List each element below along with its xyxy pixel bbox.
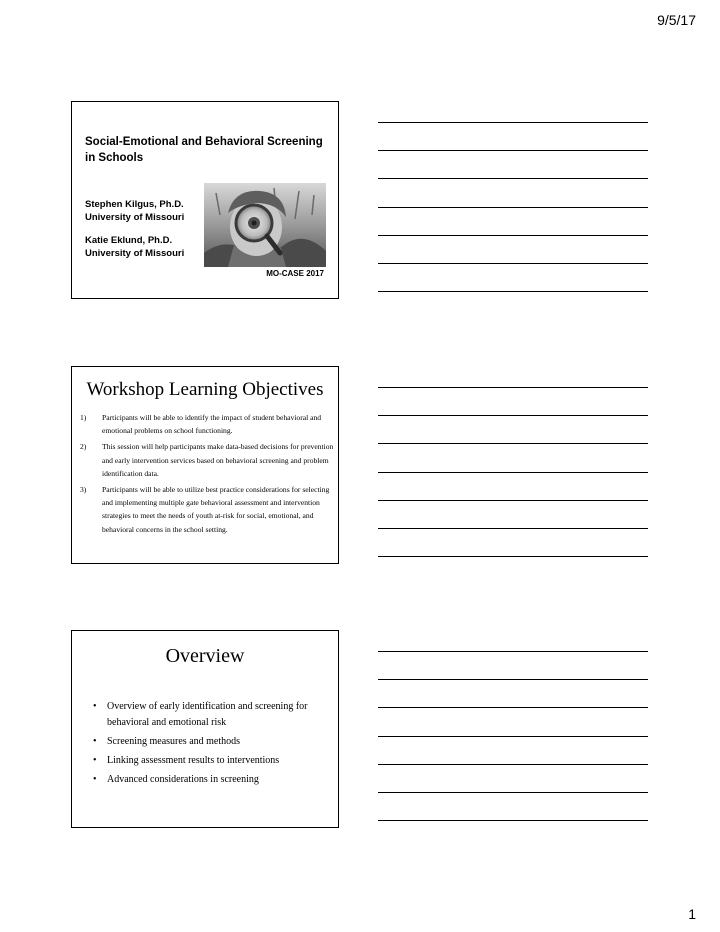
note-line: [378, 651, 648, 652]
slide-1-heading: Social-Emotional and Behavioral Screening in Schools: [85, 136, 323, 164]
note-line: [378, 443, 648, 444]
item-number: 2): [80, 442, 87, 452]
author-1-affiliation: University of Missouri: [85, 212, 185, 223]
slide-2-objectives: [71, 366, 339, 564]
bullet-icon: •: [93, 774, 97, 785]
event-label: MO-CASE 2017: [266, 269, 324, 278]
note-line: [378, 178, 648, 179]
slide-2-heading: Workshop Learning Objectives: [86, 379, 324, 400]
note-line: [378, 820, 648, 821]
item-text: Participants will be able to utilize best practice considerations for selecting and implementing multiple gate behavioral assessment and intervention strategies to meet the needs of youth at-risk for social, emotional, and behavioral concerns in the school setting.: [102, 485, 330, 534]
slide-1-title: [71, 101, 339, 299]
note-line: [378, 122, 648, 123]
item-number: 1): [80, 413, 87, 422]
page-number: 1: [688, 906, 696, 922]
item-text: This session will help participants make data-based decisions for prevention and early intervention services based on behavioral screening and problem identification data.: [102, 442, 334, 478]
note-line: [378, 150, 648, 151]
item-text: Screening measures and methods: [107, 736, 241, 747]
author-2-name: Katie Eklund, Ph.D.: [85, 235, 173, 246]
note-line: [378, 235, 648, 236]
list-item: [80, 411, 335, 437]
magnifying-glass-child-photo: [204, 183, 326, 267]
overview-list: [92, 699, 332, 791]
list-item: [92, 772, 332, 788]
note-line: [378, 207, 648, 208]
objectives-list: [80, 411, 335, 539]
item-text: Advanced considerations in screening: [107, 774, 259, 785]
note-line: [378, 415, 648, 416]
author-1-name: Stephen Kilgus, Ph.D.: [85, 199, 184, 210]
note-line: [378, 472, 648, 473]
bullet-icon: •: [93, 755, 97, 766]
note-line: [378, 291, 648, 292]
note-line: [378, 792, 648, 793]
list-item: [92, 753, 332, 769]
note-line: [378, 263, 648, 264]
list-item: [80, 483, 335, 536]
note-line: [378, 500, 648, 501]
print-date: 9/5/17: [657, 12, 696, 28]
note-line: [378, 556, 648, 557]
item-text: Linking assessment results to interventions: [107, 755, 280, 766]
item-text: Overview of early identification and screening for behavioral and emotional risk: [107, 701, 308, 728]
note-line: [378, 387, 648, 388]
list-item: [92, 699, 332, 731]
author-2: [85, 234, 215, 260]
author-2-affiliation: University of Missouri: [85, 248, 185, 259]
author-1: [85, 198, 215, 224]
note-line: [378, 679, 648, 680]
slide-3-heading: Overview: [165, 645, 245, 667]
list-item: [80, 440, 335, 480]
note-line: [378, 528, 648, 529]
slide-3-overview: [71, 630, 339, 828]
bullet-icon: •: [93, 701, 97, 712]
note-line: [378, 736, 648, 737]
note-line: [378, 707, 648, 708]
list-item: [92, 734, 332, 750]
bullet-icon: •: [93, 736, 97, 747]
item-number: 3): [80, 485, 87, 495]
note-line: [378, 764, 648, 765]
item-text: Participants will be able to identify the impact of student behavioral and emotional problems on school functioning.: [102, 413, 322, 436]
